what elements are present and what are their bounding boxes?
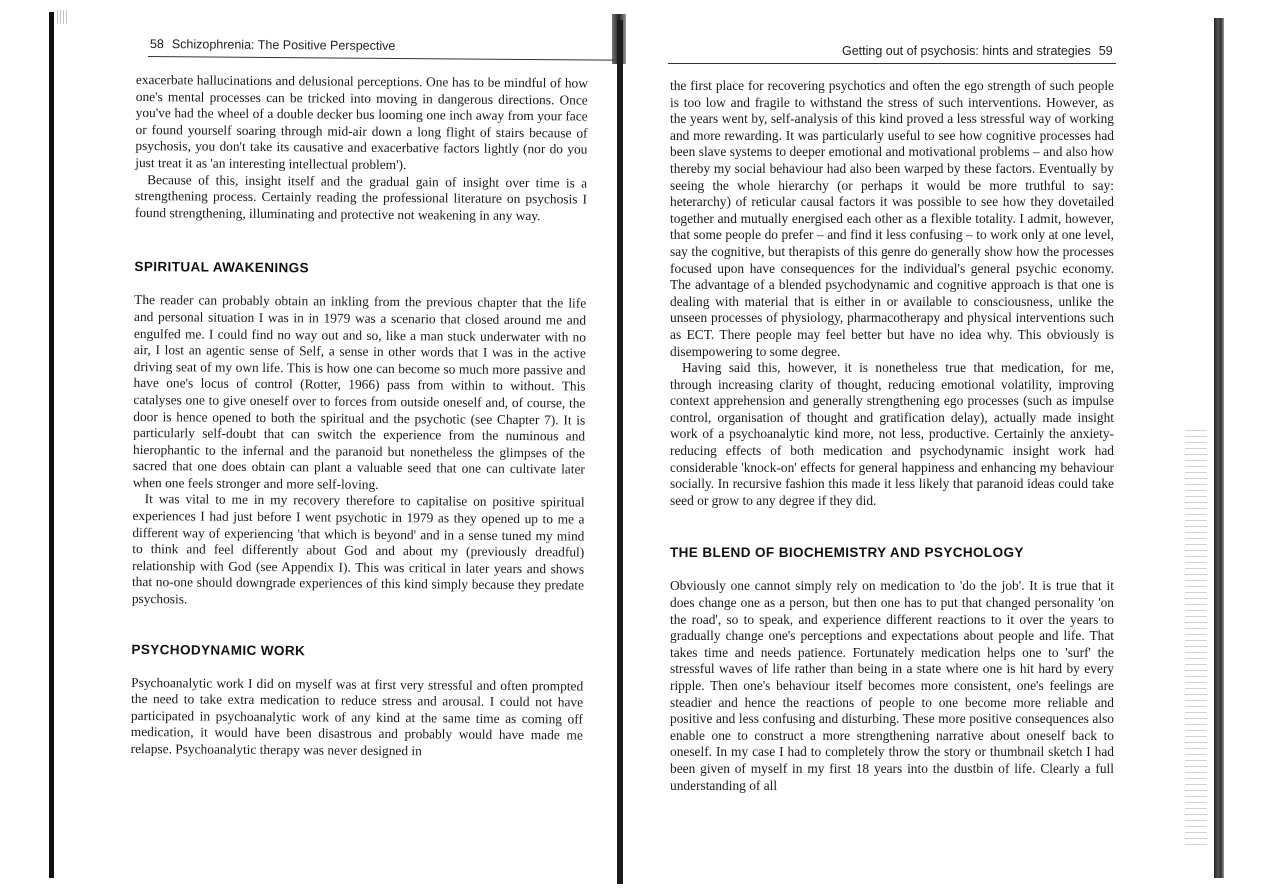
right-paragraph-3: Obviously one cannot simply rely on medication to 'do the job'. It is true that it does change one as a person, but then one has to put that changed personality 'on the road', so to speak, and experience different reactions to it over the years to gradually change one's perceptions and expectations about people and life. That takes time and needs patience. Fortunately medication helps one to 'surf' the stressful waves of life rather than being in a state where one is hit hard by every ripple. Then one's behaviour itself becomes more consistent, one's feelings are steadier and hence the reactions of people to one become more reliable and positive and less confusing and disturbing. These more positive consequences also enable one to construct a more strengthening narrative about oneself back to oneself. In my case I had to completely throw the story or thumbnail sketch I had been given of myself in my first 18 years into the dustbin of life. Clearly a full understanding of all — [670, 578, 1114, 793]
left-header-rule — [148, 56, 614, 61]
left-paragraph-2: Because of this, insight itself and the gradual gain of insight over time is a strengthening process. Certainly reading the professional literature on psychosis I found strengthening, illuminating and protective not weakening in any way. — [134, 171, 588, 223]
scan-edge-right — [1214, 18, 1224, 878]
left-page-number: 58 — [149, 37, 164, 52]
heading-spiritual-awakenings: SPIRITUAL AWAKENINGS — [134, 259, 310, 276]
left-paragraph-4: It was vital to me in my recovery therefore to capitalise on positive spiritual experiences I had just before I went psychotic in 1979 as they opened up to me a different way of experiencing 'that which is beyond' and in a sense tuned my mind to think and feel differently about God and about my (previously dreadful) relationship with God (see Appendix I). This was critical in later years and shows that no-one should downgrade experiences of this kind simply because they predate psychosis. — [131, 491, 585, 607]
book-gutter — [617, 20, 623, 884]
right-paragraph-1: the first place for recovering psychotics and often the ego strength of such people is too low and fragile to withstand the stress of such interventions. However, as the years went by, self-analysis of this kind proved a less stressful way of working and more rewarding. It was particularly useful to see how cognitive processes had been slave systems to deeper emotional and motivational problems – and also how thereby my social behaviour had also been warped by these factors. Eventually by seeing the whole hierarchy (or perhaps it would be more truthful to say: heterarchy) of reticular causal factors it was possible to see how they dovetailed together and mutually energised each other as a flexible totality. I admit, however, that some people do prefer – and find it less confusing – to work only at one level, say the cognitive, but therapists of this genre do generally show how the processes focused upon have consequences for the individual's general psychic economy. The advantage of a blended psychodynamic and cognitive approach is that one is dealing with material that is either in or available to consciousness, unlike the unseen processes of physiology, pharmacotherapy and physical interventions such as ECT. There people may feel better but have no idea why. This obviously is disempowering to some degree. — [670, 78, 1114, 359]
right-page-number: 59 — [1098, 44, 1113, 58]
right-running-header — [842, 44, 1113, 58]
right-header-rule — [668, 63, 1116, 64]
left-paragraph-5: Psychoanalytic work I did on myself was at first very stressful and often prompted the need to take extra medication to reduce stress and arousal. I could not have participated in psychoanalytic work of any kind at the same time as coming off medication, it would have been disastrous and probably would have made me relapse. Psychoanalytic therapy was never designed in — [130, 674, 584, 759]
left-running-header — [150, 37, 396, 53]
heading-blend-biochemistry-psychology: THE BLEND OF BIOCHEMISTRY AND PSYCHOLOGY — [670, 545, 1024, 561]
scan-corner-mark — [57, 10, 69, 24]
right-paragraph-2: Having said this, however, it is nonetheless true that medication, for me, through increasing clarity of thought, reducing emotional volatility, improving context apprehension and generally strengthening ego processes (such as impulse control, organisation of thought and gratification delay), actually made insight work of a psychoanalytic kind more, not less, productive. Certainly the anxiety-reducing effects of both medication and psychodynamic insight work had considerable 'knock-on' effects for general happiness and enhancing my behaviour socially. In recursive fashion this made it less likely that paranoid ideas could take seed or grow to any degree if they did. — [670, 360, 1114, 508]
scan-edge-left — [49, 12, 54, 878]
left-paragraph-1: exacerbate hallucinations and delusional perceptions. One has to be mindful of how one's mental processes can be tricked into moving in dangerous directions. Once you've had the wheel of a double decker bus looming one inch away from your face or found yourself soaring through mid-air down a long flight of stairs because of psychosis, you don't take its causative and exacerbative factors lightly (nor do you just treat it as 'an interesting intellectual problem'). — [135, 72, 588, 173]
scan-noise — [1185, 430, 1207, 850]
left-page-body — [131, 72, 588, 761]
right-page-body — [670, 78, 1114, 794]
left-running-head: Schizophrenia: The Positive Perspective — [171, 37, 396, 53]
right-running-head: Getting out of psychosis: hints and strategies — [842, 44, 1091, 58]
heading-psychodynamic-work: PSYCHODYNAMIC WORK — [131, 641, 306, 658]
left-paragraph-3: The reader can probably obtain an inkling from the previous chapter that the life and personal situation I was in in 1979 was a scenario that closed around me and engulfed me. I could find no way out and so, like a man stuck underwater with no air, I lost an agentic sense of Self, a sense in other words that I was in the active driving seat of my own life. This is how one can become so much more passive and have one's locus of control (Rotter, 1966) pass from within to without. This catalyses one to give oneself over to forces from outside oneself and, of course, the door is hence opened to both the spiritual and the psychotic (see Chapter 7). It is particularly self-doubt that can switch the experience from the numinous and hierophantic to the infernal and the paranoid but nonetheless the glimpses of the sacred that one does obtain can plant a valuable seed that one can cultivate later when one feels stronger and more self-loving. — [132, 292, 587, 492]
